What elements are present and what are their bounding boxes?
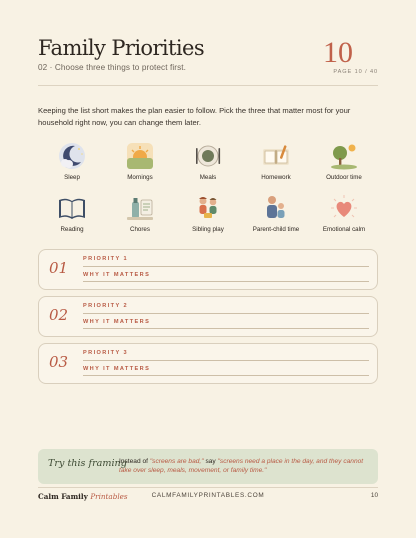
heart-icon (328, 193, 360, 223)
page-subtitle: 02 · Choose three things to protect first. (38, 63, 187, 72)
priority-number: 02 (49, 306, 69, 324)
footer-url[interactable]: CALMFAMILYPRINTABLES.COM (151, 492, 265, 499)
priority-label: PRIORITY 2 (83, 303, 128, 309)
icon-option-outdoor-time[interactable] (310, 141, 378, 187)
parent-child-icon (260, 193, 292, 223)
why-it-matters-label: WHY IT MATTERS (83, 319, 151, 325)
icon-option-sleep[interactable] (38, 141, 106, 187)
icon-option-meals[interactable] (174, 141, 242, 187)
brand-main: Calm Family (38, 492, 88, 501)
priority-number: 01 (49, 259, 69, 277)
icon-option-reading[interactable] (38, 193, 106, 239)
moon-icon (56, 141, 88, 171)
priority-number: 03 (49, 353, 69, 371)
icon-label: Parent-child time (252, 226, 300, 233)
icon-label: Mornings (127, 174, 153, 181)
framing-prefix: Instead of (119, 458, 148, 465)
icon-option-mornings[interactable] (106, 141, 174, 187)
priority-write-line[interactable] (83, 313, 369, 314)
icon-option-homework[interactable] (242, 141, 310, 187)
page-number-large: 10 (323, 36, 353, 69)
priority-card-2[interactable] (38, 296, 378, 337)
footer-page-number: 10 (370, 492, 378, 499)
framing-tip-box (38, 449, 378, 484)
framing-middle: say (205, 458, 216, 465)
why-write-line[interactable] (83, 281, 369, 282)
why-write-line[interactable] (83, 375, 369, 376)
page-of-total: PAGE 10 / 40 (333, 69, 378, 75)
priority-write-line[interactable] (83, 360, 369, 361)
priority-card-3[interactable] (38, 343, 378, 384)
icon-label: Meals (199, 174, 217, 181)
why-write-line[interactable] (83, 328, 369, 329)
icon-label: Reading (60, 226, 84, 233)
priority-write-line[interactable] (83, 266, 369, 267)
plate-icon (192, 141, 224, 171)
priority-label: PRIORITY 3 (83, 350, 128, 356)
framing-bad-quote: "screens are bad," (149, 458, 204, 465)
why-it-matters-label: WHY IT MATTERS (83, 366, 151, 372)
cleaning-icon (124, 193, 156, 223)
footer-divider (38, 487, 378, 488)
icon-label: Sleep (64, 174, 80, 181)
intro-text: Keeping the list short makes the plan easier to follow. Pick the three that matter most for your household right now, you can change them later. (38, 106, 351, 127)
sunrise-icon (124, 141, 156, 171)
page-title: Family Priorities (38, 36, 204, 60)
brand-accent: Printables (90, 492, 128, 501)
icon-option-sibling-play[interactable] (174, 193, 242, 239)
framing-title: Try this framing (48, 458, 127, 469)
tree-sun-icon (328, 141, 360, 171)
priority-label: PRIORITY 1 (83, 256, 128, 262)
framing-text (119, 457, 371, 476)
icon-label: Homework (261, 174, 291, 181)
icon-label: Emotional calm (322, 226, 366, 233)
book-pencil-icon (260, 141, 292, 171)
icon-label: Sibling play (192, 226, 224, 233)
icon-option-emotional-calm[interactable] (310, 193, 378, 239)
icon-option-parent-child-time[interactable] (242, 193, 310, 239)
header-divider (38, 85, 378, 86)
icon-label: Outdoor time (326, 174, 362, 181)
icon-label: Chores (130, 226, 150, 233)
priority-card-1[interactable] (38, 249, 378, 290)
children-icon (192, 193, 224, 223)
open-book-icon (56, 193, 88, 223)
framing-good-quote: "screens need a place in the day, and they cannot take over sleep, meals, movement, or family time." (119, 458, 364, 475)
icon-option-chores[interactable] (106, 193, 174, 239)
priority-icon-grid (38, 141, 378, 237)
why-it-matters-label: WHY IT MATTERS (83, 272, 151, 278)
